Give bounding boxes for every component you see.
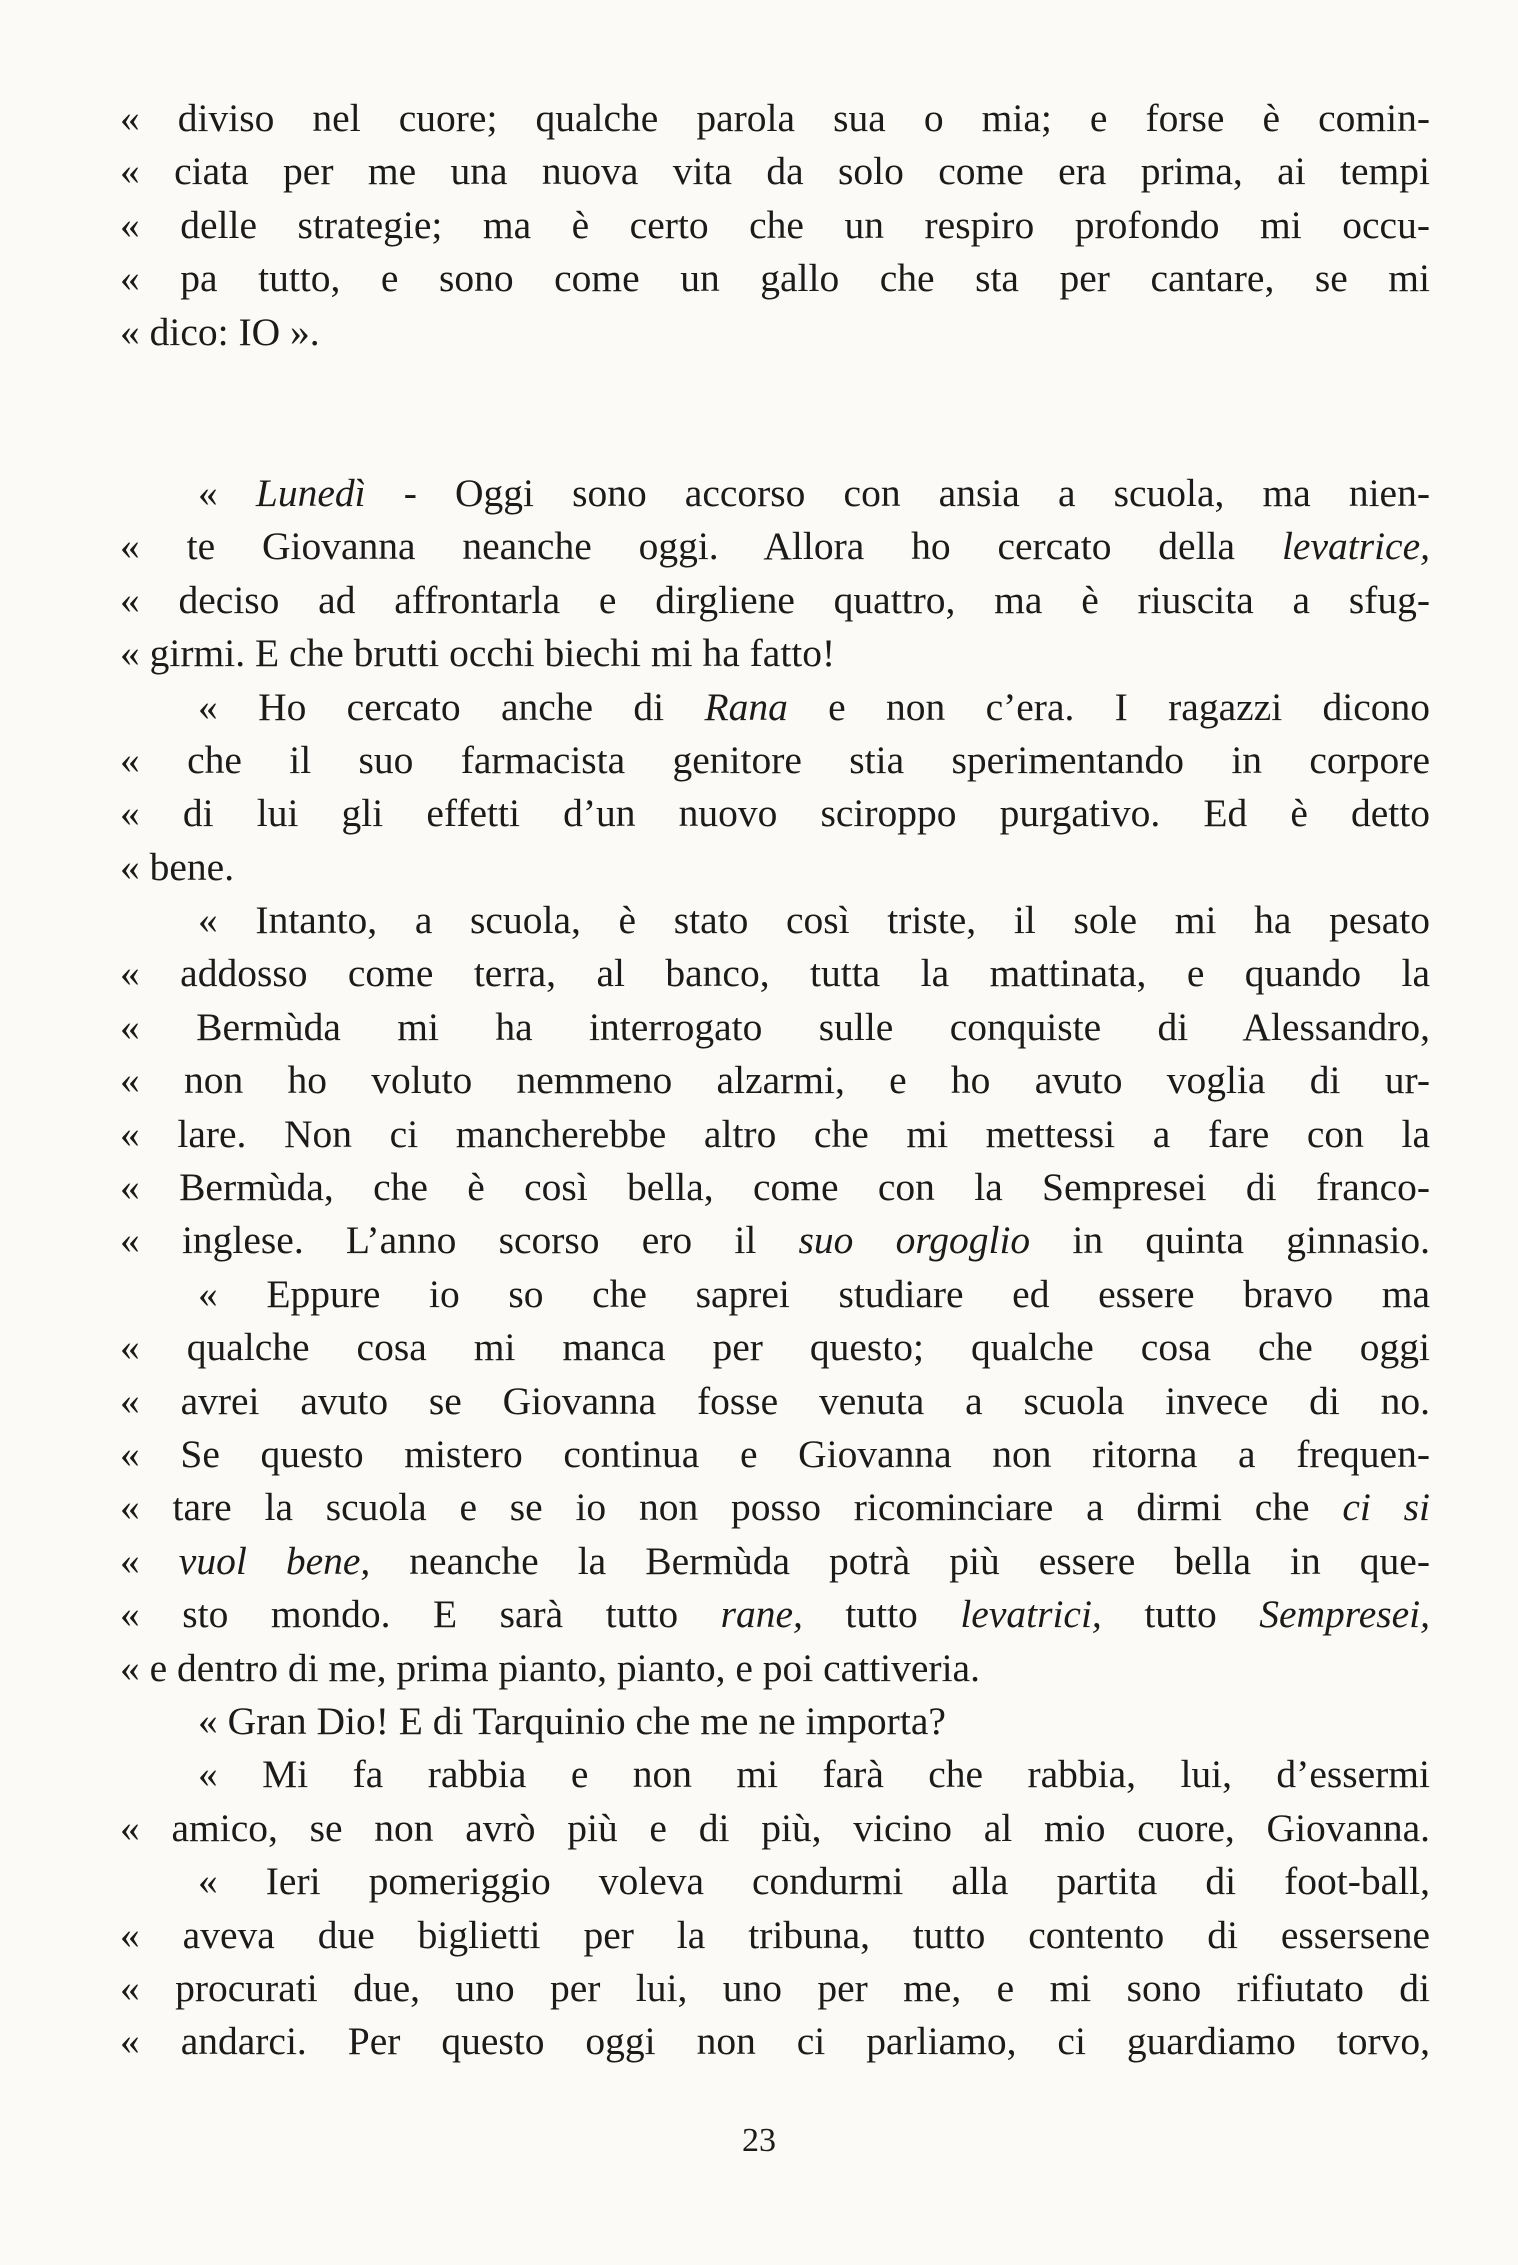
text-line	[120, 2015, 1430, 2068]
text-line	[120, 1909, 1430, 1962]
text-line	[120, 574, 1430, 627]
text-line	[120, 1855, 1430, 1908]
paragraph-2	[120, 467, 1430, 681]
italic-text: Rana	[704, 684, 788, 729]
text-segment: « non ho voluto nemmeno alzarmi, e ho avuto voglia di ur-	[120, 1058, 1430, 1103]
text-segment: « amico, se non avrò più e di più, vicino al mio cuore, Giovanna.	[120, 1805, 1430, 1850]
text-segment: «	[198, 470, 256, 515]
italic-text: ci si	[1342, 1485, 1430, 1530]
text-segment: tutto	[1101, 1592, 1260, 1637]
text-line	[120, 520, 1430, 573]
text-line	[120, 467, 1430, 520]
text-line	[120, 1428, 1430, 1481]
text-segment: « Bermùda, che è così bella, come con la Sempresei di franco-	[120, 1165, 1430, 1210]
text-segment: « e dentro di me, prima pianto, pianto, e poi cattiveria.	[120, 1645, 980, 1690]
text-segment: « Gran Dio! E di Tarquinio che me ne importa?	[198, 1698, 946, 1743]
text-segment: « inglese. L’anno scorso ero il	[120, 1218, 799, 1263]
text-line	[120, 1161, 1430, 1214]
italic-text: Lunedì	[255, 470, 366, 515]
text-segment: « Se questo mistero continua e Giovanna non ritorna a frequen-	[120, 1431, 1430, 1476]
text-line	[120, 681, 1430, 734]
section-gap	[120, 359, 1430, 467]
text-line: « diviso nel cuore; qualche parola sua o mia; e forse è comin-	[120, 96, 1430, 140]
paragraph-8	[120, 1855, 1430, 2069]
text-segment: neanche la Bermùda potrà più essere bella in que-	[370, 1538, 1430, 1583]
page-number: 23	[742, 2122, 776, 2159]
text-segment: « sto mondo. E sarà tutto	[120, 1592, 721, 1637]
text-line	[120, 627, 1430, 680]
text-segment: « girmi. E che brutti occhi biechi mi ha fatto!	[120, 631, 836, 676]
text-line	[120, 1642, 1430, 1695]
text-segment: « andarci. Per questo oggi non ci parliamo, ci guardiamo torvo,	[120, 2019, 1430, 2064]
italic-text: rane,	[720, 1592, 803, 1637]
text-segment: « deciso ad affrontarla e dirgliene quattro, ma è riuscita a sfug-	[120, 577, 1430, 622]
italic-text: levatrice,	[1281, 524, 1430, 569]
text-line	[120, 1802, 1430, 1855]
text-line: « pa tutto, e sono come un gallo che sta per cantare, se mi	[120, 256, 1430, 301]
italic-text: levatrici,	[960, 1592, 1102, 1637]
text-line	[120, 1375, 1430, 1428]
text-segment: « Mi fa rabbia e non mi farà che rabbia, lui, d’essermi	[198, 1752, 1430, 1797]
text-segment: « di lui gli effetti d’un nuovo sciroppo purgativo. Ed è detto	[120, 791, 1430, 836]
text-segment: « te Giovanna neanche oggi. Allora ho cercato della	[120, 524, 1282, 569]
text-line	[120, 894, 1430, 947]
text-line	[120, 734, 1430, 787]
text-line	[120, 1321, 1430, 1374]
italic-text: suo orgoglio	[798, 1218, 1031, 1263]
text-line	[120, 1481, 1430, 1534]
text-line	[120, 1268, 1430, 1321]
text-segment: « addosso come terra, al banco, tutta la mattinata, e quando la	[120, 951, 1430, 996]
text-line: « dico: IO ».	[120, 309, 320, 354]
text-segment: - Oggi sono accorso con ansia a scuola, ma nien-	[365, 470, 1430, 515]
text-segment: « procurati due, uno per lui, uno per me, e mi sono rifiutato di	[120, 1965, 1430, 2010]
text-line	[120, 1695, 1430, 1748]
text-segment: « lare. Non ci mancherebbe altro che mi mettessi a fare con la	[120, 1111, 1430, 1156]
text-segment: « Bermùda mi ha interrogato sulle conquiste di Alessandro,	[120, 1004, 1430, 1049]
text-segment: « tare la scuola e se io non posso ricominciare a dirmi che	[120, 1485, 1343, 1530]
text-line: « ciata per me una nuova vita da solo come era prima, ai tempi	[120, 149, 1430, 194]
text-segment: « Intanto, a scuola, è stato così triste, il sole mi ha pesato	[198, 898, 1430, 943]
text-segment: in quinta ginnasio.	[1030, 1218, 1430, 1263]
text-segment: « che il suo farmacista genitore stia sperimentando in corpore	[120, 737, 1430, 782]
text-line	[120, 1054, 1430, 1107]
text-segment: e non c’era. I ragazzi dicono	[787, 684, 1430, 729]
text-segment: « avrei avuto se Giovanna fosse venuta a scuola invece di no.	[120, 1378, 1430, 1423]
text-line	[120, 1588, 1430, 1641]
text-segment: « Eppure io so che saprei studiare ed essere bravo ma	[198, 1271, 1430, 1316]
text-line	[120, 787, 1430, 840]
paragraph-4	[120, 894, 1430, 1268]
text-line: « delle strategie; ma è certo che un respiro profondo mi occu-	[120, 202, 1430, 247]
text-segment: « qualche cosa mi manca per questo; qualche cosa che oggi	[120, 1325, 1430, 1370]
text-line	[120, 1214, 1430, 1267]
text-segment: « Ieri pomeriggio voleva condurmi alla partita di foot-ball,	[198, 1859, 1430, 1904]
italic-text: vuol bene,	[178, 1538, 371, 1583]
text-line	[120, 841, 1430, 894]
text-segment: « aveva due biglietti per la tribuna, tutto contento di essersene	[120, 1912, 1430, 1957]
paragraph-3	[120, 681, 1430, 895]
text-segment: « Ho cercato anche di	[198, 684, 705, 729]
text-line	[120, 1962, 1430, 2015]
text-line	[120, 1535, 1430, 1588]
paragraph-1	[120, 92, 1430, 359]
text-segment: tutto	[802, 1592, 961, 1637]
paragraph-5	[120, 1268, 1430, 1695]
text-segment: « bene.	[120, 844, 235, 889]
text-line	[120, 1001, 1430, 1054]
page-body	[120, 92, 1430, 2069]
text-line	[120, 1748, 1430, 1801]
paragraph-7	[120, 1748, 1430, 1855]
text-line	[120, 1108, 1430, 1161]
paragraph-6	[120, 1695, 1430, 1748]
text-line	[120, 947, 1430, 1000]
italic-text: Sempresei,	[1259, 1592, 1430, 1637]
text-segment: «	[120, 1538, 179, 1583]
